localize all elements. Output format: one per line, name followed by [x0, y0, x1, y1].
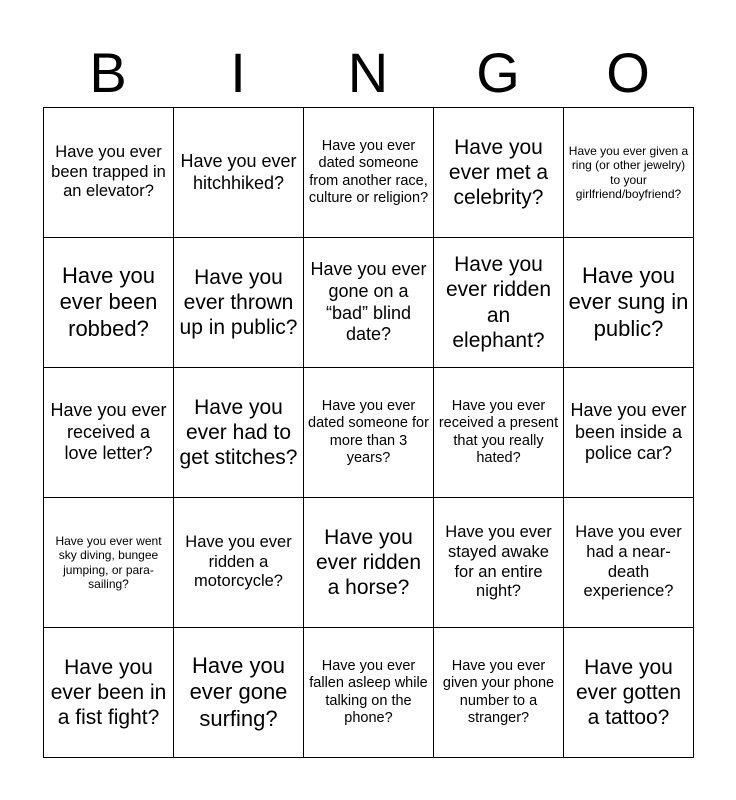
- bingo-cell: Have you ever been trapped in an elevator?: [44, 108, 174, 238]
- bingo-cell: Have you ever given your phone number to a stranger?: [434, 628, 564, 758]
- bingo-cell: Have you ever hitchhiked?: [174, 108, 304, 238]
- bingo-cell: Have you ever been in a fist fight?: [44, 628, 174, 758]
- bingo-cell: Have you ever given a ring (or other jewelry) to your girlfriend/boyfriend?: [564, 108, 694, 238]
- bingo-cell: Have you ever ridden a motorcycle?: [174, 498, 304, 628]
- bingo-header: [43, 38, 693, 108]
- header-letter-n: N: [347, 41, 389, 104]
- bingo-cell: Have you ever gotten a tattoo?: [564, 628, 694, 758]
- bingo-cell: Have you ever went sky diving, bungee jumping, or para-sailing?: [44, 498, 174, 628]
- bingo-cell: Have you ever been robbed?: [44, 238, 174, 368]
- bingo-cell: Have you ever sung in public?: [564, 238, 694, 368]
- bingo-cell: Have you ever gone surfing?: [174, 628, 304, 758]
- bingo-card-grid: [43, 107, 694, 758]
- bingo-row: [44, 368, 694, 498]
- header-letter-b: B: [89, 41, 127, 104]
- bingo-cell: Have you ever dated someone for more than 3 years?: [304, 368, 434, 498]
- bingo-cell: Have you ever had to get stitches?: [174, 368, 304, 498]
- bingo-cell: Have you ever dated someone from another race, culture or religion?: [304, 108, 434, 238]
- bingo-cell: Have you ever met a celebrity?: [434, 108, 564, 238]
- bingo-cell: Have you ever fallen asleep while talking on the phone?: [304, 628, 434, 758]
- bingo-cell: Have you ever been inside a police car?: [564, 368, 694, 498]
- header-letter-g: G: [476, 41, 520, 104]
- bingo-cell: Have you ever thrown up in public?: [174, 238, 304, 368]
- bingo-cell: Have you ever stayed awake for an entire night?: [434, 498, 564, 628]
- bingo-row: [44, 628, 694, 758]
- bingo-cell: Have you ever received a love letter?: [44, 368, 174, 498]
- bingo-cell: Have you ever received a present that you really hated?: [434, 368, 564, 498]
- bingo-cell: Have you ever ridden an elephant?: [434, 238, 564, 368]
- bingo-row: [44, 238, 694, 368]
- header-letter-i: I: [230, 41, 246, 104]
- bingo-cell: Have you ever had a near-death experience?: [564, 498, 694, 628]
- bingo-row: [44, 108, 694, 238]
- bingo-cell: Have you ever ridden a horse?: [304, 498, 434, 628]
- header-letter-o: O: [606, 41, 650, 104]
- bingo-cell: Have you ever gone on a “bad” blind date?: [304, 238, 434, 368]
- bingo-row: [44, 498, 694, 628]
